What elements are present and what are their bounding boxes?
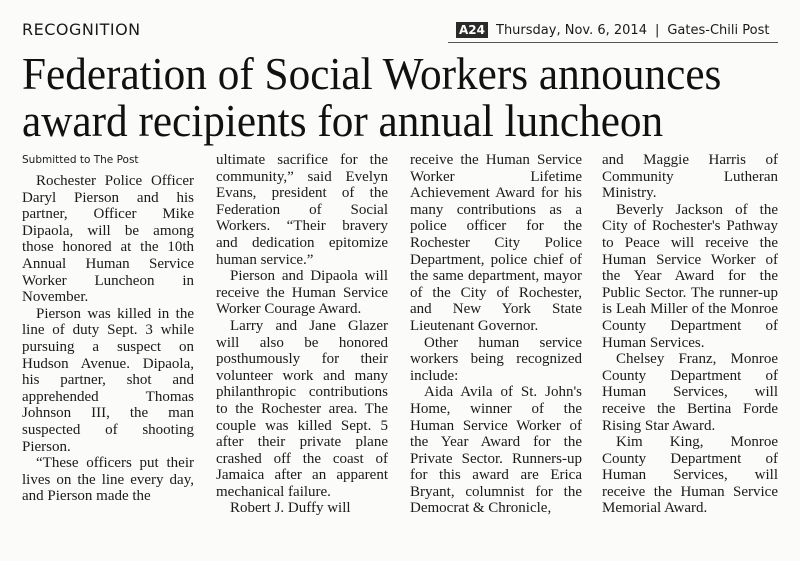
article-column-1 <box>22 173 194 505</box>
folio-separator: | <box>654 22 660 38</box>
issue-date: Thursday, Nov. 6, 2014 <box>496 22 647 38</box>
paragraph: Pierson and Dipaola will receive the Human Service Worker Courage Award. <box>216 268 388 318</box>
paragraph: and Maggie Harris of Community Lutheran Ministry. <box>602 152 778 202</box>
paragraph: Kim King, Monroe County Department of Human Services, will receive the Human Service Memorial Award. <box>602 434 778 517</box>
paragraph: “These officers put their lives on the line every day, and Pierson made the <box>22 455 194 505</box>
paragraph: Pierson was killed in the line of duty Sept. 3 while pursuing a suspect on Hudson Avenue. Dipaola, his partner, shot and apprehended Thomas Johnson III, the man suspected of shooting Pierson. <box>22 305 194 455</box>
section-label: RECOGNITION <box>22 20 141 39</box>
folio-line <box>456 22 769 38</box>
paragraph: Aida Avila of St. John's Home, winner of the Human Service Worker of the Year Award for the Private Sector. Runners-up for this award are Erica Bryant, columnist for the Democrat & Chronicle, <box>410 384 582 517</box>
paragraph: Robert J. Duffy will <box>230 500 351 517</box>
article-column-4 <box>602 152 778 517</box>
paragraph: Beverly Jackson of the City of Rochester's Pathway to Peace will receive the Human Service Worker of the Year Award for the Public Sector. The runner-up is Leah Miller of the Monroe County Department of Human Services. <box>602 201 778 351</box>
paragraph: ultimate sacrifice for the community,” said Evelyn Evans, president of the Federation of Social Workers. “Their bravery and dedication epitomize human service.” <box>216 152 388 268</box>
paragraph: receive the Human Service Worker Lifetime Achievement Award for his many contributions as a police officer for the Rochester City Police Department, police chief of the same department, mayor of the City of Rochester, and New York State Lieutenant Governor. <box>410 152 582 334</box>
paragraph: Other human service workers being recognized include: <box>410 334 582 384</box>
publication-name: Gates-Chili Post <box>667 22 770 38</box>
paragraph: Chelsey Franz, Monroe County Department of Human Services, will receive the Bertina Forde Rising Star Award. <box>602 351 778 434</box>
page-number: A24 <box>456 22 488 38</box>
paragraph: Larry and Jane Glazer will also be honored posthumously for their volunteer work and many philanthropic contributions to the Rochester area. The couple was killed Sept. 5 after their private plane crashed off the coast of Jamaica after an apparent mechanical failure. <box>216 317 388 500</box>
article-byline: Submitted to The Post <box>22 154 139 166</box>
paragraph: Rochester Police Officer Daryl Pierson and his partner, Officer Mike Dipaola, will be among those honored at the 10th Annual Human Service Worker Luncheon in November. <box>22 173 194 306</box>
folio-rule <box>448 42 778 43</box>
article-column-3 <box>410 152 582 517</box>
article-headline: Federation of Social Workers announces award recipients for annual luncheon <box>22 48 722 146</box>
article-column-2 <box>216 152 388 517</box>
